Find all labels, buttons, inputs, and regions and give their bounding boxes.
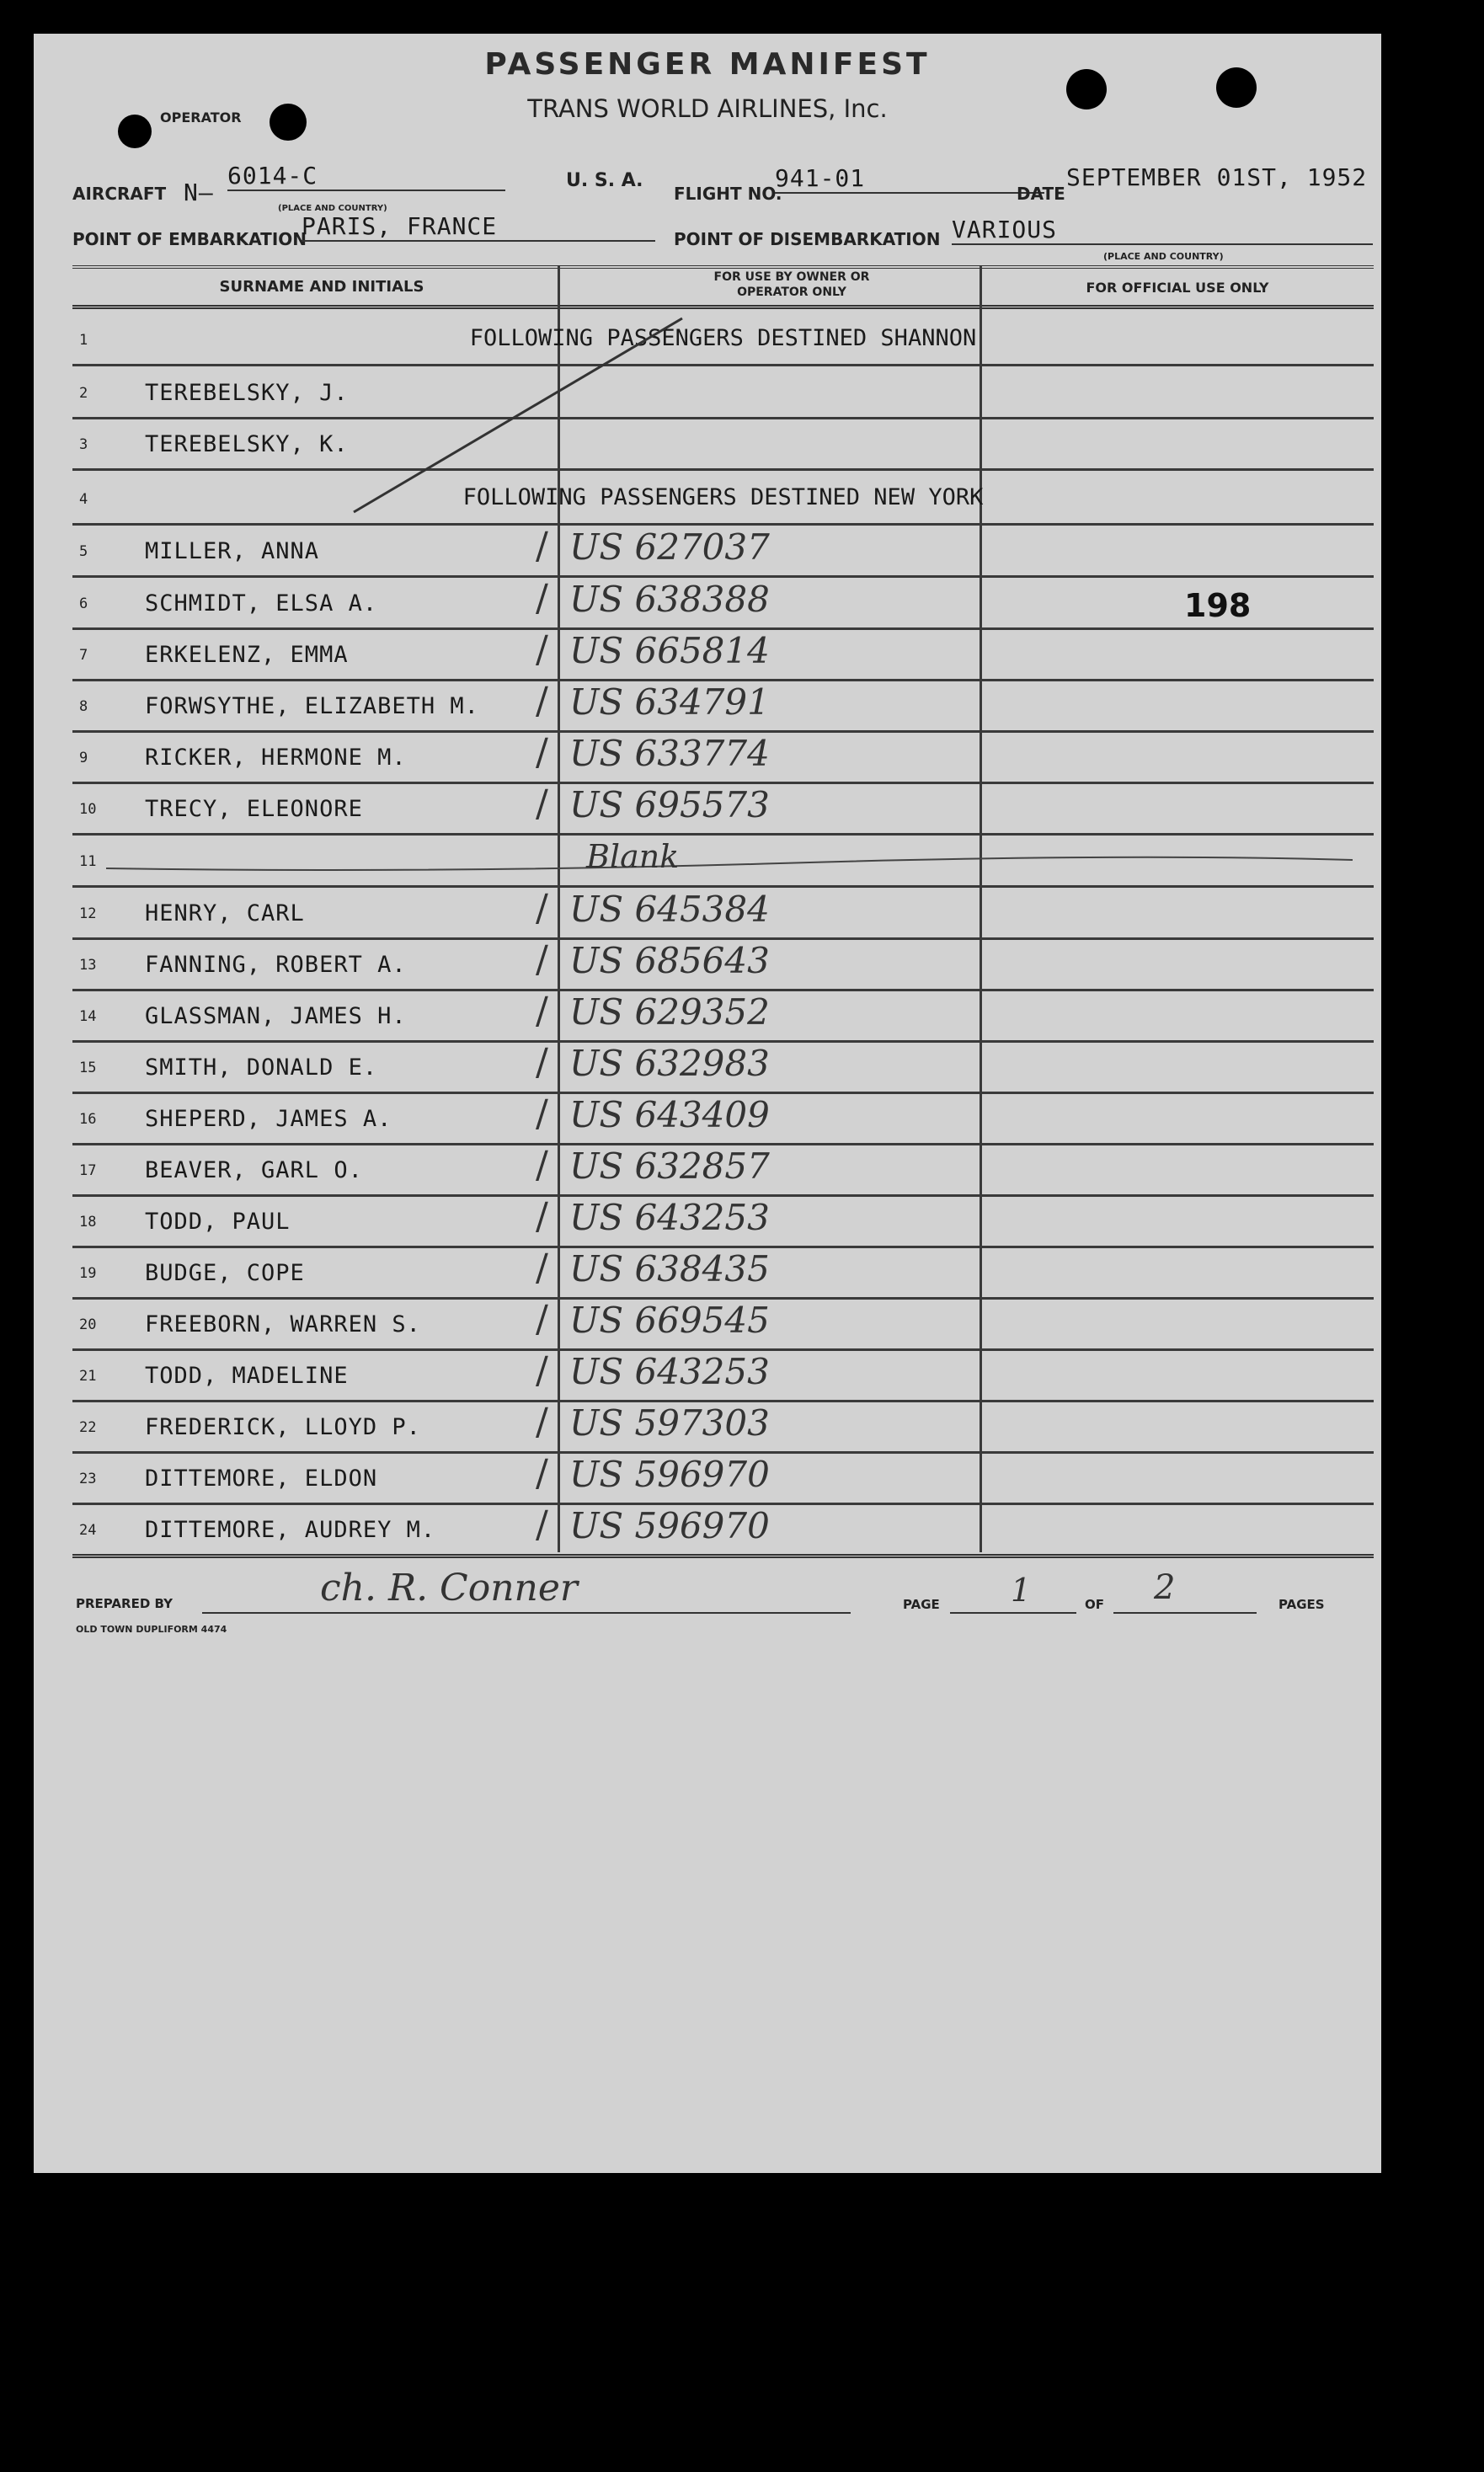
passenger-name: RICKER, HERMONE M. <box>145 745 407 771</box>
row-number: 18 <box>79 1214 97 1231</box>
table-row <box>72 1041 1374 1094</box>
date-label: DATE <box>1017 184 1065 204</box>
aircraft-prefix: N— <box>184 179 214 206</box>
passport-number: US 633774 <box>569 733 770 774</box>
place-country-caption-2: (PLACE AND COUNTRY) <box>1103 251 1224 262</box>
passenger-name: GLASSMAN, JAMES H. <box>145 1003 407 1029</box>
table-row <box>72 782 1374 836</box>
row-number: 22 <box>79 1419 97 1436</box>
row-number: 21 <box>79 1368 97 1385</box>
check-mark: / <box>536 1247 548 1289</box>
passport-number: US 645384 <box>569 889 770 930</box>
row-number: 8 <box>79 698 88 715</box>
table-row <box>72 835 1374 888</box>
table-row <box>72 731 1374 784</box>
passport-number: US 685643 <box>569 940 770 981</box>
passport-number: US 638435 <box>569 1248 770 1289</box>
column-header-surname: SURNAME AND INITIALS <box>219 278 424 296</box>
of-label: OF <box>1085 1597 1104 1612</box>
date-value: SEPTEMBER 01ST, 1952 <box>1066 163 1368 191</box>
table-row <box>72 887 1374 940</box>
passport-number: US 597303 <box>569 1402 770 1444</box>
passport-number: US 632983 <box>569 1043 770 1084</box>
disembark-label: POINT OF DISEMBARKATION <box>674 229 941 249</box>
row-number: 15 <box>79 1060 97 1076</box>
check-mark: / <box>536 1144 548 1187</box>
check-mark: / <box>536 1503 548 1546</box>
passenger-name: TODD, MADELINE <box>145 1363 349 1389</box>
passport-number: US 643409 <box>569 1094 770 1135</box>
passport-number: US 632857 <box>569 1145 770 1187</box>
passport-number: US 627037 <box>569 526 770 568</box>
printer-imprint: OLD TOWN DUPLIFORM 4474 <box>76 1624 227 1635</box>
check-mark: / <box>536 990 548 1033</box>
table-row <box>72 680 1374 733</box>
country-label: U. S. A. <box>566 170 643 191</box>
page-number: 1 <box>1011 1572 1032 1609</box>
row-number: 24 <box>79 1522 97 1539</box>
row-number: 19 <box>79 1265 97 1282</box>
passenger-name: HENRY, CARL <box>145 900 305 926</box>
row-number: 10 <box>79 801 97 818</box>
flight-value: 941-01 <box>775 164 1044 194</box>
flight-label: FLIGHT NO. <box>674 184 782 204</box>
check-mark: / <box>536 1041 548 1084</box>
row-number: 17 <box>79 1162 97 1179</box>
passenger-name: FREEBORN, WARREN S. <box>145 1311 421 1337</box>
of-line <box>1113 1609 1257 1614</box>
table-row <box>72 525 1374 578</box>
passport-number: US 596970 <box>569 1505 770 1546</box>
operator-name: TRANS WORLD AIRLINES, Inc. <box>527 94 888 123</box>
check-mark: / <box>536 1298 548 1341</box>
passenger-name: MILLER, ANNA <box>145 538 320 564</box>
passenger-name: TEREBELSKY, J. <box>145 380 349 406</box>
passenger-name: FREDERICK, LLOYD P. <box>145 1414 421 1440</box>
check-mark: / <box>536 628 548 671</box>
row-number: 14 <box>79 1008 97 1025</box>
row-number: 9 <box>79 750 88 766</box>
table-row <box>72 990 1374 1043</box>
passenger-name: SCHMIDT, ELSA A. <box>145 590 378 617</box>
row-number: 7 <box>79 647 88 664</box>
prepared-by-label: PREPARED BY <box>76 1596 173 1611</box>
aircraft-value: 6014-C <box>227 162 505 191</box>
page-label: PAGE <box>903 1597 940 1612</box>
passenger-name: SHEPERD, JAMES A. <box>145 1106 392 1132</box>
passport-number: US 629352 <box>569 991 770 1033</box>
passenger-name: FORWSYTHE, ELIZABETH M. <box>145 693 479 719</box>
table-row <box>72 1503 1374 1558</box>
column-header-official: FOR OFFICIAL USE ONLY <box>1086 280 1269 296</box>
passenger-name: FANNING, ROBERT A. <box>145 952 407 978</box>
passenger-name: SMITH, DONALD E. <box>145 1054 378 1081</box>
row-number: 23 <box>79 1471 97 1487</box>
check-mark: / <box>536 1195 548 1238</box>
row-number: 6 <box>79 595 88 612</box>
table-row <box>72 1092 1374 1145</box>
check-mark: / <box>536 1349 548 1392</box>
passenger-name: BUDGE, COPE <box>145 1260 305 1286</box>
passenger-name: DITTEMORE, AUDREY M. <box>145 1517 436 1543</box>
official-stamp-number: 198 <box>1184 587 1252 624</box>
table-row <box>72 1452 1374 1505</box>
total-pages: 2 <box>1154 1568 1176 1607</box>
check-mark: / <box>536 1092 548 1135</box>
manifest-title: PASSENGER MANIFEST <box>484 47 931 82</box>
check-mark: / <box>536 731 548 774</box>
table-row <box>72 628 1374 681</box>
pages-label: PAGES <box>1278 1597 1325 1612</box>
passport-number: US 669545 <box>569 1300 770 1341</box>
passenger-name: BEAVER, GARL O. <box>145 1157 363 1183</box>
blank-annotation: Blank <box>586 838 680 875</box>
passenger-name: DITTEMORE, ELDON <box>145 1466 378 1492</box>
table-row <box>72 1247 1374 1300</box>
check-mark: / <box>536 1401 548 1444</box>
passenger-name: TRECY, ELEONORE <box>145 796 363 822</box>
row-number: 20 <box>79 1316 97 1333</box>
row-number: 1 <box>79 332 88 349</box>
passenger-name: TODD, PAUL <box>145 1209 291 1235</box>
passport-number: US 643253 <box>569 1351 770 1392</box>
embark-label: POINT OF EMBARKATION <box>72 229 307 249</box>
row-number: 11 <box>79 853 97 870</box>
blank-strike-line <box>106 852 1353 877</box>
table-row <box>72 1144 1374 1197</box>
table-row <box>72 1298 1374 1351</box>
aircraft-label: AIRCRAFT <box>72 184 167 204</box>
disembark-value: VARIOUS <box>952 216 1373 245</box>
table-row <box>72 1349 1374 1402</box>
passport-number: US 643253 <box>569 1197 770 1238</box>
destination-note: FOLLOWING PASSENGERS DESTINED SHANNON <box>469 325 977 351</box>
embark-value: PARIS, FRANCE <box>302 212 655 242</box>
row-number: 2 <box>79 385 88 402</box>
passport-number: US 665814 <box>569 630 770 671</box>
table-row <box>72 938 1374 991</box>
passport-number: US 596970 <box>569 1454 770 1495</box>
check-mark: / <box>536 577 548 620</box>
manifest-sheet <box>34 34 1381 2173</box>
column-header-owner: FOR USE BY OWNER OR OPERATOR ONLY <box>713 270 870 299</box>
check-mark: / <box>536 525 548 568</box>
check-mark: / <box>536 938 548 981</box>
passenger-name: TEREBELSKY, K. <box>145 431 349 457</box>
row-number: 16 <box>79 1111 97 1128</box>
row-number: 3 <box>79 436 88 453</box>
row-number: 12 <box>79 905 97 922</box>
destination-note: FOLLOWING PASSENGERS DESTINED NEW YORK <box>462 484 984 510</box>
preparer-signature: ch. R. Conner <box>320 1567 578 1610</box>
passport-number: US 695573 <box>569 784 770 825</box>
place-country-caption: (PLACE AND COUNTRY) <box>278 204 387 213</box>
row-number: 4 <box>79 491 88 508</box>
operator-label: OPERATOR <box>160 109 242 125</box>
table-row <box>72 577 1374 630</box>
check-mark: / <box>536 1452 548 1495</box>
passenger-name: ERKELENZ, EMMA <box>145 642 349 668</box>
table-row <box>72 1195 1374 1248</box>
check-mark: / <box>536 887 548 930</box>
check-mark: / <box>536 680 548 723</box>
passport-number: US 638388 <box>569 579 770 620</box>
check-mark: / <box>536 782 548 825</box>
page-line <box>950 1609 1076 1614</box>
table-row <box>72 1401 1374 1454</box>
row-number: 13 <box>79 957 97 974</box>
row-number: 5 <box>79 543 88 560</box>
passport-number: US 634791 <box>569 681 770 723</box>
